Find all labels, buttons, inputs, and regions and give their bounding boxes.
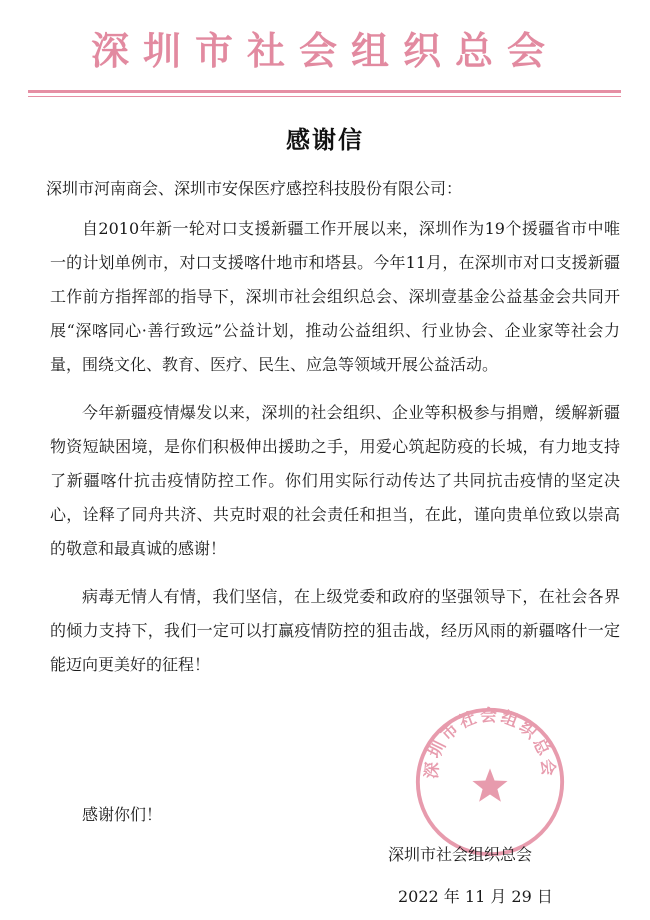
letter-body: [50, 212, 620, 682]
official-seal-icon: [412, 704, 568, 860]
closing-line: 感谢你们！: [82, 805, 163, 824]
seal-text: 深圳市社会组织总会: [420, 705, 560, 780]
salutation: 深圳市河南商会、深圳市安保医疗感控科技股份有限公司：: [46, 179, 463, 198]
signature-organization: 深圳市社会组织总会: [388, 845, 533, 864]
body-paragraph-1: 自2010年新一轮对口支援新疆工作开展以来，深圳作为19个援疆省市中唯一的计划单例市，对口支援喀什地市和塔县。今年11月，在深圳市对口支援新疆工作前方指挥部的指导下，深圳市社会组织总会、深圳壹基金公益基金会共同开展“深喀同心·善行致远”公益计划，推动公益组织、行业协会、企业家等社会力量，围绕文化、教育、医疗、民生、应急等领域开展公益活动。: [50, 219, 620, 374]
letterhead-rule-thick: [28, 90, 621, 93]
letterhead-title: 深圳市社会组织总会: [90, 28, 559, 73]
signature-date: 2022 年 11 月 29 日: [398, 887, 553, 906]
letter-title: 感谢信: [286, 125, 364, 154]
body-paragraph-3: 病毒无情人有情，我们坚信，在上级党委和政府的坚强领导下，在社会各界的倾力支持下，我们一定可以打赢疫情防控的狙击战，经历风雨的新疆喀什一定能迈向更美好的征程！: [50, 587, 620, 674]
svg-text:深圳市社会组织总会: [421, 705, 559, 779]
letterhead-rule-thin: [28, 96, 621, 97]
seal-star-icon: [472, 768, 507, 801]
body-paragraph-2: 今年新疆疫情爆发以来，深圳的社会组织、企业等积极参与捐赠，缓解新疆物资短缺困境，是你们积极伸出援助之手，用爱心筑起防疫的长城，有力地支持了新疆喀什抗击疫情防控工作。你们用实际行动传达了共同抗击疫情的坚定决心，诠释了同舟共济、共克时艰的社会责任和担当，在此，谨向贵单位致以崇高的敬意和最真诚的感谢！: [50, 403, 620, 558]
